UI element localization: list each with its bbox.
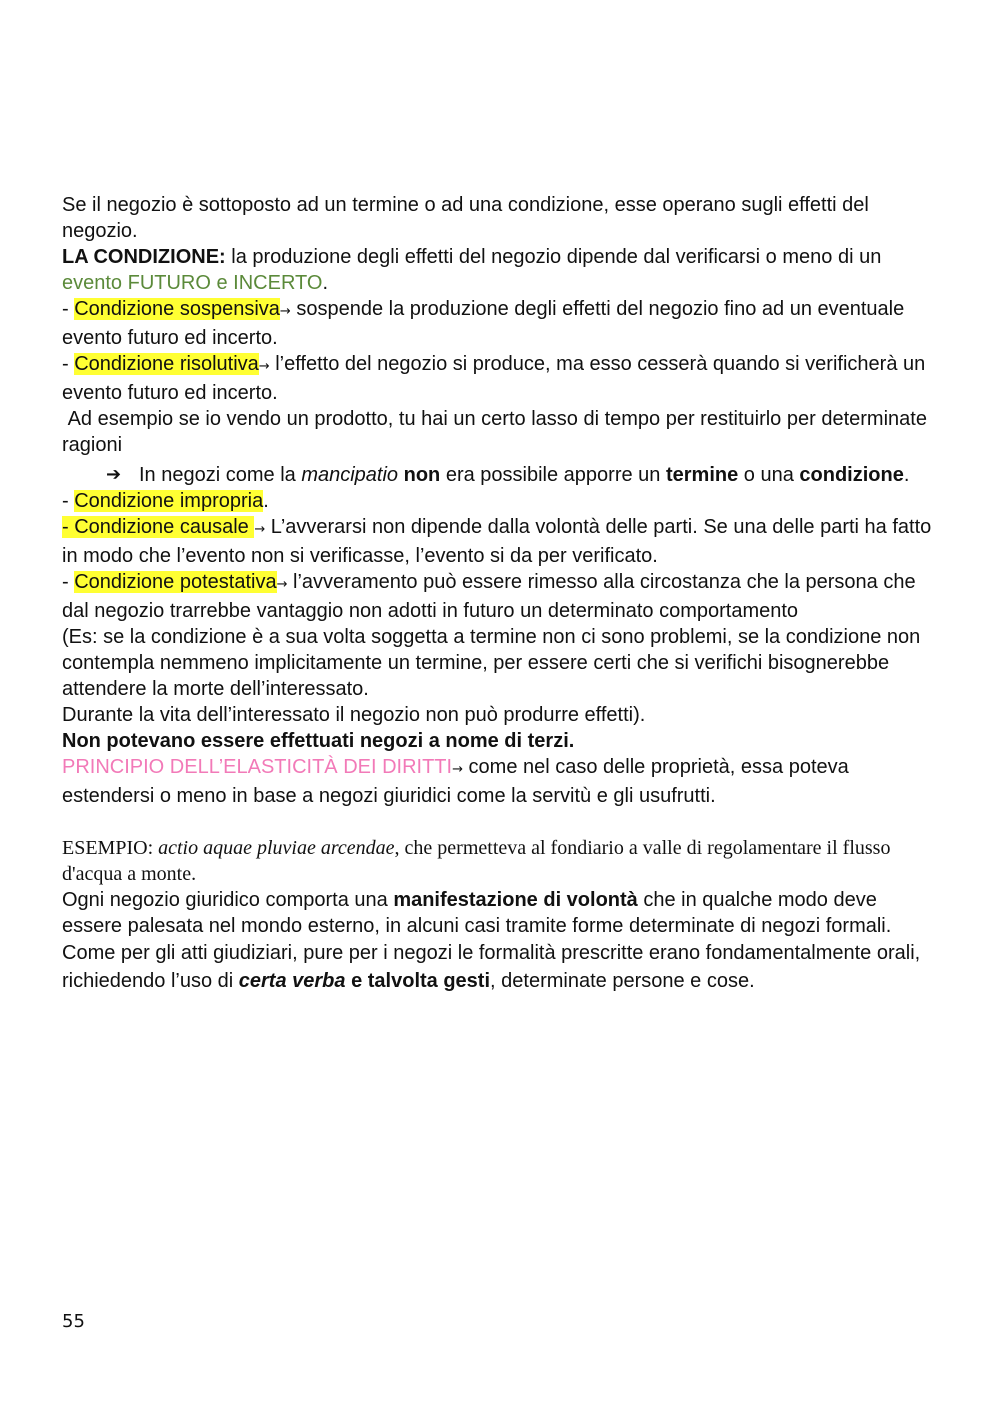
right-arrow-icon: → <box>258 359 270 374</box>
condizione-risolutiva: - Condizione risolutiva→ l’effetto del negozio si produce, ma esso cesserà quando si verificherà un evento futuro ed incerto. <box>62 353 926 404</box>
highlighted-term: Condizione potestativa <box>74 571 277 593</box>
definition-event: evento FUTURO e INCERTO <box>62 272 323 294</box>
principio-title: PRINCIPIO DELL’ELASTICITÀ DEI DIRITTI <box>62 756 453 778</box>
example-parenthetical: (Es: se la condizione è a sua volta soggetta a termine non ci sono problemi, se la condizione non contempla nemmeno implicitamente un termine, per essere certi che si verifichi bisognerebbe attendere la morte dell’interessato. <box>62 626 921 700</box>
definition-paragraph: LA CONDIZIONE: la produzione degli effetti del negozio dipende dal verificarsi o meno di un evento FUTURO e INCERTO. <box>62 246 882 294</box>
example-paragraph: Ad esempio se io vendo un prodotto, tu hai un certo lasso di tempo per restituirlo per determinate ragioni <box>62 408 933 456</box>
right-arrow-icon: → <box>254 522 266 537</box>
condizione-causale: - Condizione causale → L’avverarsi non dipende dalla volontà delle parti. Se una delle parti ha fatto in modo che l’evento non si verificasse, l’evento si da per verificato. <box>62 516 932 567</box>
condizione-potestativa: - Condizione potestativa→ l’avveramento può essere rimesso alla circostanza che la persona che dal negozio trarrebbe vantaggio non adotti in futuro un determinato comportamento <box>62 571 916 622</box>
highlighted-term: Condizione impropria <box>74 490 264 512</box>
condizione-sospensiva: - Condizione sospensiva→ sospende la produzione degli effetti del negozio fino ad un eventuale evento futuro ed incerto. <box>62 298 905 349</box>
page-body <box>62 192 942 995</box>
right-arrow-icon: → <box>279 304 291 319</box>
right-arrow-icon: → <box>452 762 463 777</box>
highlighted-term: Condizione sospensiva <box>74 298 280 320</box>
page-number: 55 <box>62 1311 85 1332</box>
principio-paragraph: PRINCIPIO DELL’ELASTICITÀ DEI DIRITTI→ come nel caso delle proprietà, essa poteva estendersi o meno in base a negozi giuridici come la servitù e gli usufrutti. <box>62 756 849 807</box>
highlighted-term: Condizione risolutiva <box>74 353 259 375</box>
arrow-bullet-icon: ➔ <box>106 464 122 485</box>
intro-paragraph: Se il negozio è sottoposto ad un termine o ad una condizione, esse operano sugli effetti del negozio. <box>62 194 869 242</box>
terzi-paragraph: Non potevano essere effettuati negozi a nome di terzi. <box>62 730 575 752</box>
right-arrow-icon: → <box>276 577 288 592</box>
highlighted-term: - Condizione causale <box>62 516 255 538</box>
esempio-paragraph: ESEMPIO: actio aquae pluviae arcendae, che permetteva al fondiario a valle di regolamentare il flusso d'acqua a monte. <box>62 837 891 885</box>
manifestazione-paragraph: Ogni negozio giuridico comporta una manifestazione di volontà che in qualche modo deve essere palesata nel mondo esterno, in alcuni casi tramite forme determinate di negozi formali. <box>62 889 892 937</box>
durante-paragraph: Durante la vita dell’interessato il negozio non può produrre effetti). <box>62 704 646 726</box>
definition-label: LA CONDIZIONE: <box>62 246 226 268</box>
atti-paragraph: Come per gli atti giudiziari, pure per i negozi le formalità prescritte erano fondamentalmente orali, richiedendo l’uso di certa verba e talvolta gesti, determinate persone e cose. <box>62 942 921 992</box>
condizione-impropria: - Condizione impropria. <box>62 490 269 512</box>
bullet-item: ➔ In negozi come la mancipatio non era possibile apporre un termine o una condizione. <box>106 464 910 486</box>
definition-text: la produzione degli effetti del negozio dipende dal verificarsi o meno di un <box>225 246 882 268</box>
